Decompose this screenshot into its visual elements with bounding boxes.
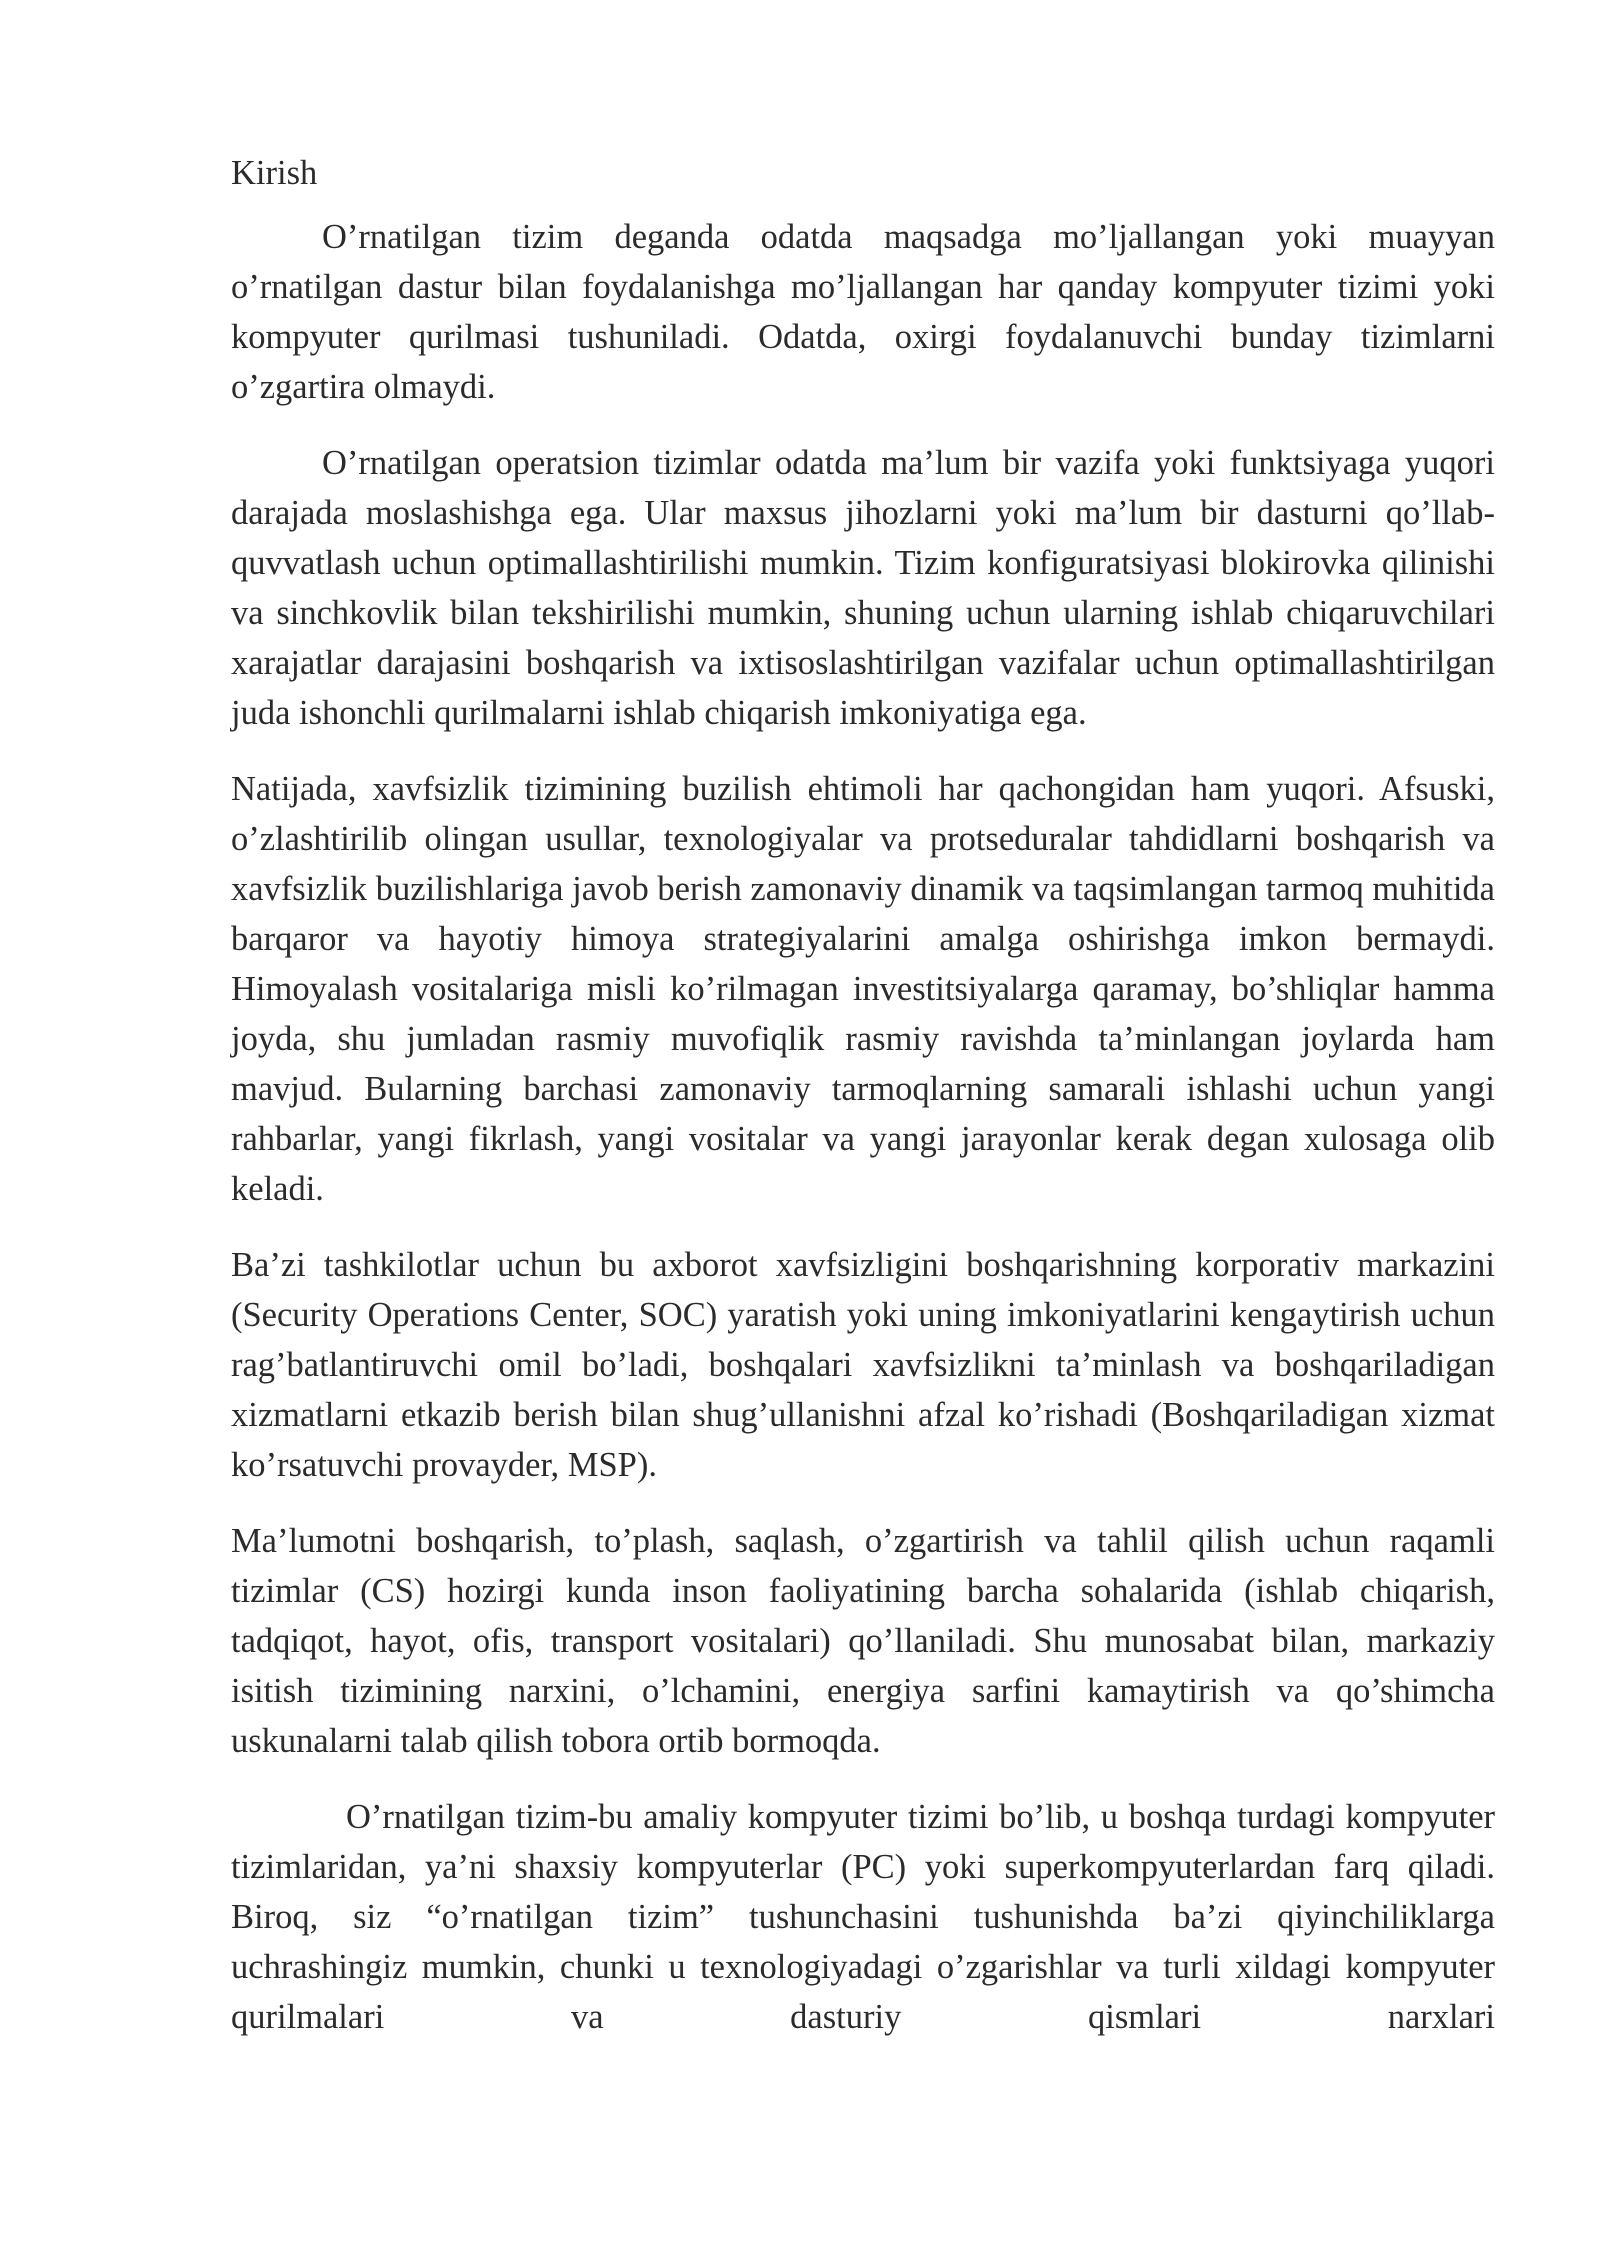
paragraph-1: O’rnatilgan tizim deganda odatda maqsadga mo’ljallangan yoki muayyan o’rnatilgan dastur bilan foydalanishga mo’ljallangan har qanday kompyuter tizimi yoki kompyuter qurilmasi tushuniladi. Odatda, oxirgi foydalanuvchi bunday tizimlarni o’zgartira olmaydi. bbox=[231, 218, 1495, 406]
paragraph-5: Ma’lumotni boshqarish, to’plash, saqlash, o’zgartirish va tahlil qilish uchun raqamli tizimlar (CS) hozirgi kunda inson faoliyatining barcha sohalarida (ishlab chiqarish, tadqiqot, hayot, ofis, transport vositalari) qo’llaniladi. Shu munosabat bilan, markaziy isitish tizimining narxini, o’lchamini, energiya sarfini kamaytirish va qo’shimcha uskunalarni talab qilish tobora ortib bormoqda. bbox=[231, 1522, 1495, 1760]
paragraph-3: Natijada, xavfsizlik tizimining buzilish ehtimoli har qachongidan ham yuqori. Afsuski, o’zlashtirilib olingan usullar, texnologiyalar va protseduralar tahdidlarni boshqarish va xavfsizlik buzilishlariga javob berish zamonaviy dinamik va taqsimlangan tarmoq muhitida barqaror va hayotiy himoya strategiyalarini amalga oshirishga imkon bermaydi. Himoyalash vositalariga misli ko’rilmagan investitsiyalarga qaramay, bo’shliqlar hamma joyda, shu jumladan rasmiy muvofiqlik rasmiy ravishda ta’minlangan joylarda ham mavjud. Bularning barchasi zamonaviy tarmoqlarning samarali ishlashi uchun yangi rahbarlar, yangi fikrlash, yangi vositalar va yangi jarayonlar kerak degan xulosaga olib keladi. bbox=[231, 770, 1495, 1208]
section-heading: Kirish bbox=[231, 154, 318, 192]
document-body bbox=[231, 148, 1495, 2042]
paragraph-6: O’rnatilgan tizim-bu amaliy kompyuter tizimi bo’lib, u boshqa turdagi kompyuter tizimlaridan, ya’ni shaxsiy kompyuterlar (PC) yoki superkompyuterlardan farq qiladi. Biroq, siz “o’rnatilgan tizim” tushunchasini tushunishda ba’zi qiyinchiliklarga uchrashingiz mumkin, chunki u texnologiyadagi o’zgarishlar va turli xildagi kompyuter qurilmalari va dasturiy qismlari narxlari bbox=[231, 1798, 1495, 2036]
paragraph-4: Ba’zi tashkilotlar uchun bu axborot xavfsizligini boshqarishning korporativ markazini (Security Operations Center, SOC) yaratish yoki uning imkoniyatlarini kengaytirish uchun rag’batlantiruvchi omil bo’ladi, boshqalari xavfsizlikni ta’minlash va boshqariladigan xizmatlarni etkazib berish bilan shug’ullanishni afzal ko’rishadi (Boshqariladigan xizmat ko’rsatuvchi provayder, MSP). bbox=[231, 1246, 1495, 1484]
paragraph-2: O’rnatilgan operatsion tizimlar odatda ma’lum bir vazifa yoki funktsiyaga yuqori darajada moslashishga ega. Ular maxsus jihozlarni yoki ma’lum bir dasturni qo’llab-quvvatlash uchun optimallashtirilishi mumkin. Tizim konfiguratsiyasi blokirovka qilinishi va sinchkovlik bilan tekshirilishi mumkin, shuning uchun ularning ishlab chiqaruvchilari xarajatlar darajasini boshqarish va ixtisoslashtirilgan vazifalar uchun optimallashtirilgan juda ishonchli qurilmalarni ishlab chiqarish imkoniyatiga ega. bbox=[231, 444, 1495, 732]
